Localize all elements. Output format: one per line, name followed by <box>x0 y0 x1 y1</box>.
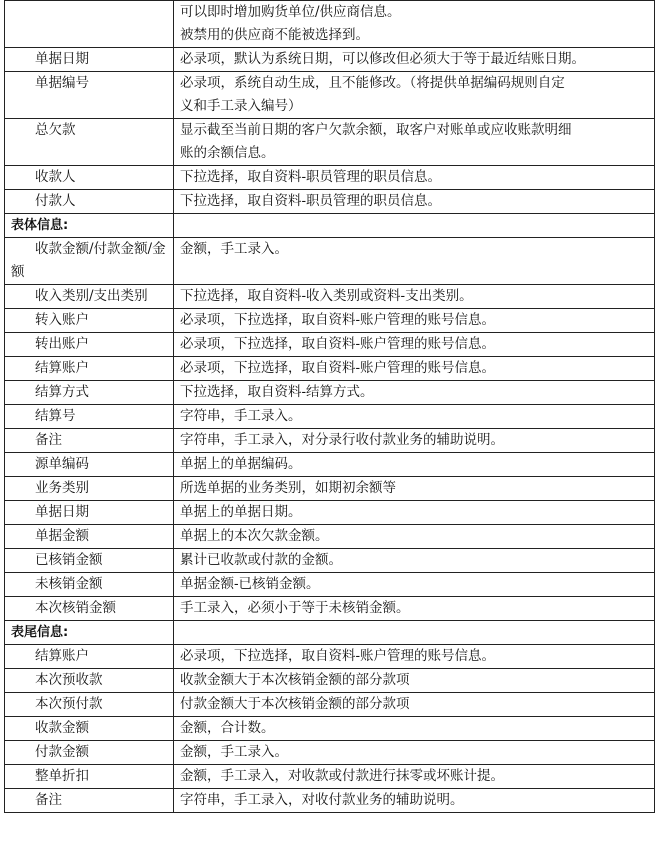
field-name-cell: 转出账户 <box>5 333 174 357</box>
table-row <box>5 765 655 789</box>
field-name-cell: 备注 <box>5 429 174 453</box>
field-name-cell: 源单编码 <box>5 453 174 477</box>
table-row <box>5 405 655 429</box>
field-name-cell: 付款人 <box>5 190 174 214</box>
description-cell: 金额，合计数。 <box>174 717 655 741</box>
section-label-body: 表体信息: <box>5 214 174 238</box>
description-cell: 付款金额大于本次核销金额的部分款项 <box>174 693 655 717</box>
description-cell: 单据金额-已核销金额。 <box>174 573 655 597</box>
table-row <box>5 309 655 333</box>
field-name-cell: 本次预付款 <box>5 693 174 717</box>
field-name-cell: 业务类别 <box>5 477 174 501</box>
section-label-footer: 表尾信息: <box>5 621 174 645</box>
description-cell: 单据上的本次欠款金额。 <box>174 525 655 549</box>
field-name-cell: 单据金额 <box>5 525 174 549</box>
table-row <box>5 573 655 597</box>
field-name-cell <box>5 1 174 48</box>
field-name-cell: 已核销金额 <box>5 549 174 573</box>
table-row <box>5 72 655 119</box>
table-row <box>5 741 655 765</box>
field-name-cell: 结算方式 <box>5 381 174 405</box>
field-name-cell: 本次预收款 <box>5 669 174 693</box>
table-row <box>5 477 655 501</box>
table-row <box>5 285 655 309</box>
description-cell: 金额，手工录入。 <box>174 741 655 765</box>
table-row <box>5 549 655 573</box>
description-cell: 必录项，下拉选择，取自资料-账户管理的账号信息。 <box>174 333 655 357</box>
table-row <box>5 645 655 669</box>
table-row <box>5 1 655 48</box>
description-cell <box>174 621 655 645</box>
description-cell: 下拉选择，取自资料-职员管理的职员信息。 <box>174 166 655 190</box>
field-name-cell <box>5 285 174 309</box>
field-name-cell: 转入账户 <box>5 309 174 333</box>
field-name-line: 别 <box>134 288 148 304</box>
table-row <box>5 717 655 741</box>
field-name-cell: 未核销金额 <box>5 573 174 597</box>
description-cell: 单据上的单据编码。 <box>174 453 655 477</box>
table-row <box>5 381 655 405</box>
description-cell <box>174 214 655 238</box>
field-name-cell: 备注 <box>5 789 174 813</box>
table-row <box>5 693 655 717</box>
field-name-line: 额/金额 <box>11 241 166 280</box>
field-spec-table <box>4 0 655 813</box>
table-row <box>5 48 655 72</box>
table-row <box>5 597 655 621</box>
description-cell: 必录项，下拉选择，取自资料-账户管理的账号信息。 <box>174 645 655 669</box>
field-name-cell: 结算号 <box>5 405 174 429</box>
table-row <box>5 429 655 453</box>
field-name-cell: 付款金额 <box>5 741 174 765</box>
description-cell: 下拉选择，取自资料-结算方式。 <box>174 381 655 405</box>
table-row <box>5 166 655 190</box>
description-cell: 必录项，默认为系统日期，可以修改但必须大于等于最近结账日期。 <box>174 48 655 72</box>
field-name-cell: 单据编号 <box>5 72 174 119</box>
table-row <box>5 333 655 357</box>
description-cell: 下拉选择，取自资料-职员管理的职员信息。 <box>174 190 655 214</box>
table-row <box>5 501 655 525</box>
description-line: 必录项，系统自动生成，且不能修改。（将提供单据编码规则自定 <box>180 75 565 91</box>
table-row <box>5 669 655 693</box>
description-cell: 必录项，下拉选择，取自资料-账户管理的账号信息。 <box>174 357 655 381</box>
field-name-line: 收入类别/支出类 <box>35 288 135 304</box>
field-name-cell: 本次核销金额 <box>5 597 174 621</box>
section-header-row <box>5 214 655 238</box>
table-row <box>5 190 655 214</box>
description-cell: 收款金额大于本次核销金额的部分款项 <box>174 669 655 693</box>
field-name-cell: 整单折扣 <box>5 765 174 789</box>
description-cell: 手工录入，必须小于等于未核销金额。 <box>174 597 655 621</box>
description-line: 义和手工录入编号） <box>180 98 302 114</box>
description-cell: 金额，手工录入，对收款或付款进行抹零或坏账计提。 <box>174 765 655 789</box>
description-cell <box>174 1 655 48</box>
table-row <box>5 238 655 285</box>
description-cell: 字符串，手工录入。 <box>174 405 655 429</box>
field-name-cell: 结算账户 <box>5 357 174 381</box>
field-name-cell: 单据日期 <box>5 48 174 72</box>
table-row <box>5 453 655 477</box>
description-cell: 单据上的单据日期。 <box>174 501 655 525</box>
description-line: 被禁用的供应商不能被选择到。 <box>180 27 369 43</box>
field-name-cell: 收款人 <box>5 166 174 190</box>
section-header-row <box>5 621 655 645</box>
description-cell: 金额，手工录入。 <box>174 238 655 285</box>
description-cell <box>174 72 655 119</box>
field-name-cell <box>5 238 174 285</box>
field-name-cell: 收款金额 <box>5 717 174 741</box>
description-line: 显示截至当前日期的客户欠款余额，取客户对账单或应收账款明细 <box>180 122 572 138</box>
table-row <box>5 525 655 549</box>
description-cell <box>174 119 655 166</box>
field-name-cell: 总欠款 <box>5 119 174 166</box>
field-name-line: 收款金额/付款金 <box>35 241 135 257</box>
table-row <box>5 789 655 813</box>
field-name-cell: 单据日期 <box>5 501 174 525</box>
field-name-cell: 结算账户 <box>5 645 174 669</box>
table-row <box>5 357 655 381</box>
description-cell: 字符串，手工录入，对分录行收付款业务的辅助说明。 <box>174 429 655 453</box>
description-cell: 所选单据的业务类别，如期初余额等 <box>174 477 655 501</box>
description-cell: 字符串，手工录入，对收付款业务的辅助说明。 <box>174 789 655 813</box>
description-line: 可以即时增加购货单位/供应商信息。 <box>180 4 401 20</box>
description-cell: 累计已收款或付款的金额。 <box>174 549 655 573</box>
description-line: 账的余额信息。 <box>180 145 275 161</box>
description-cell: 必录项，下拉选择，取自资料-账户管理的账号信息。 <box>174 309 655 333</box>
table-row <box>5 119 655 166</box>
description-cell: 下拉选择，取自资料-收入类别或资料-支出类别。 <box>174 285 655 309</box>
